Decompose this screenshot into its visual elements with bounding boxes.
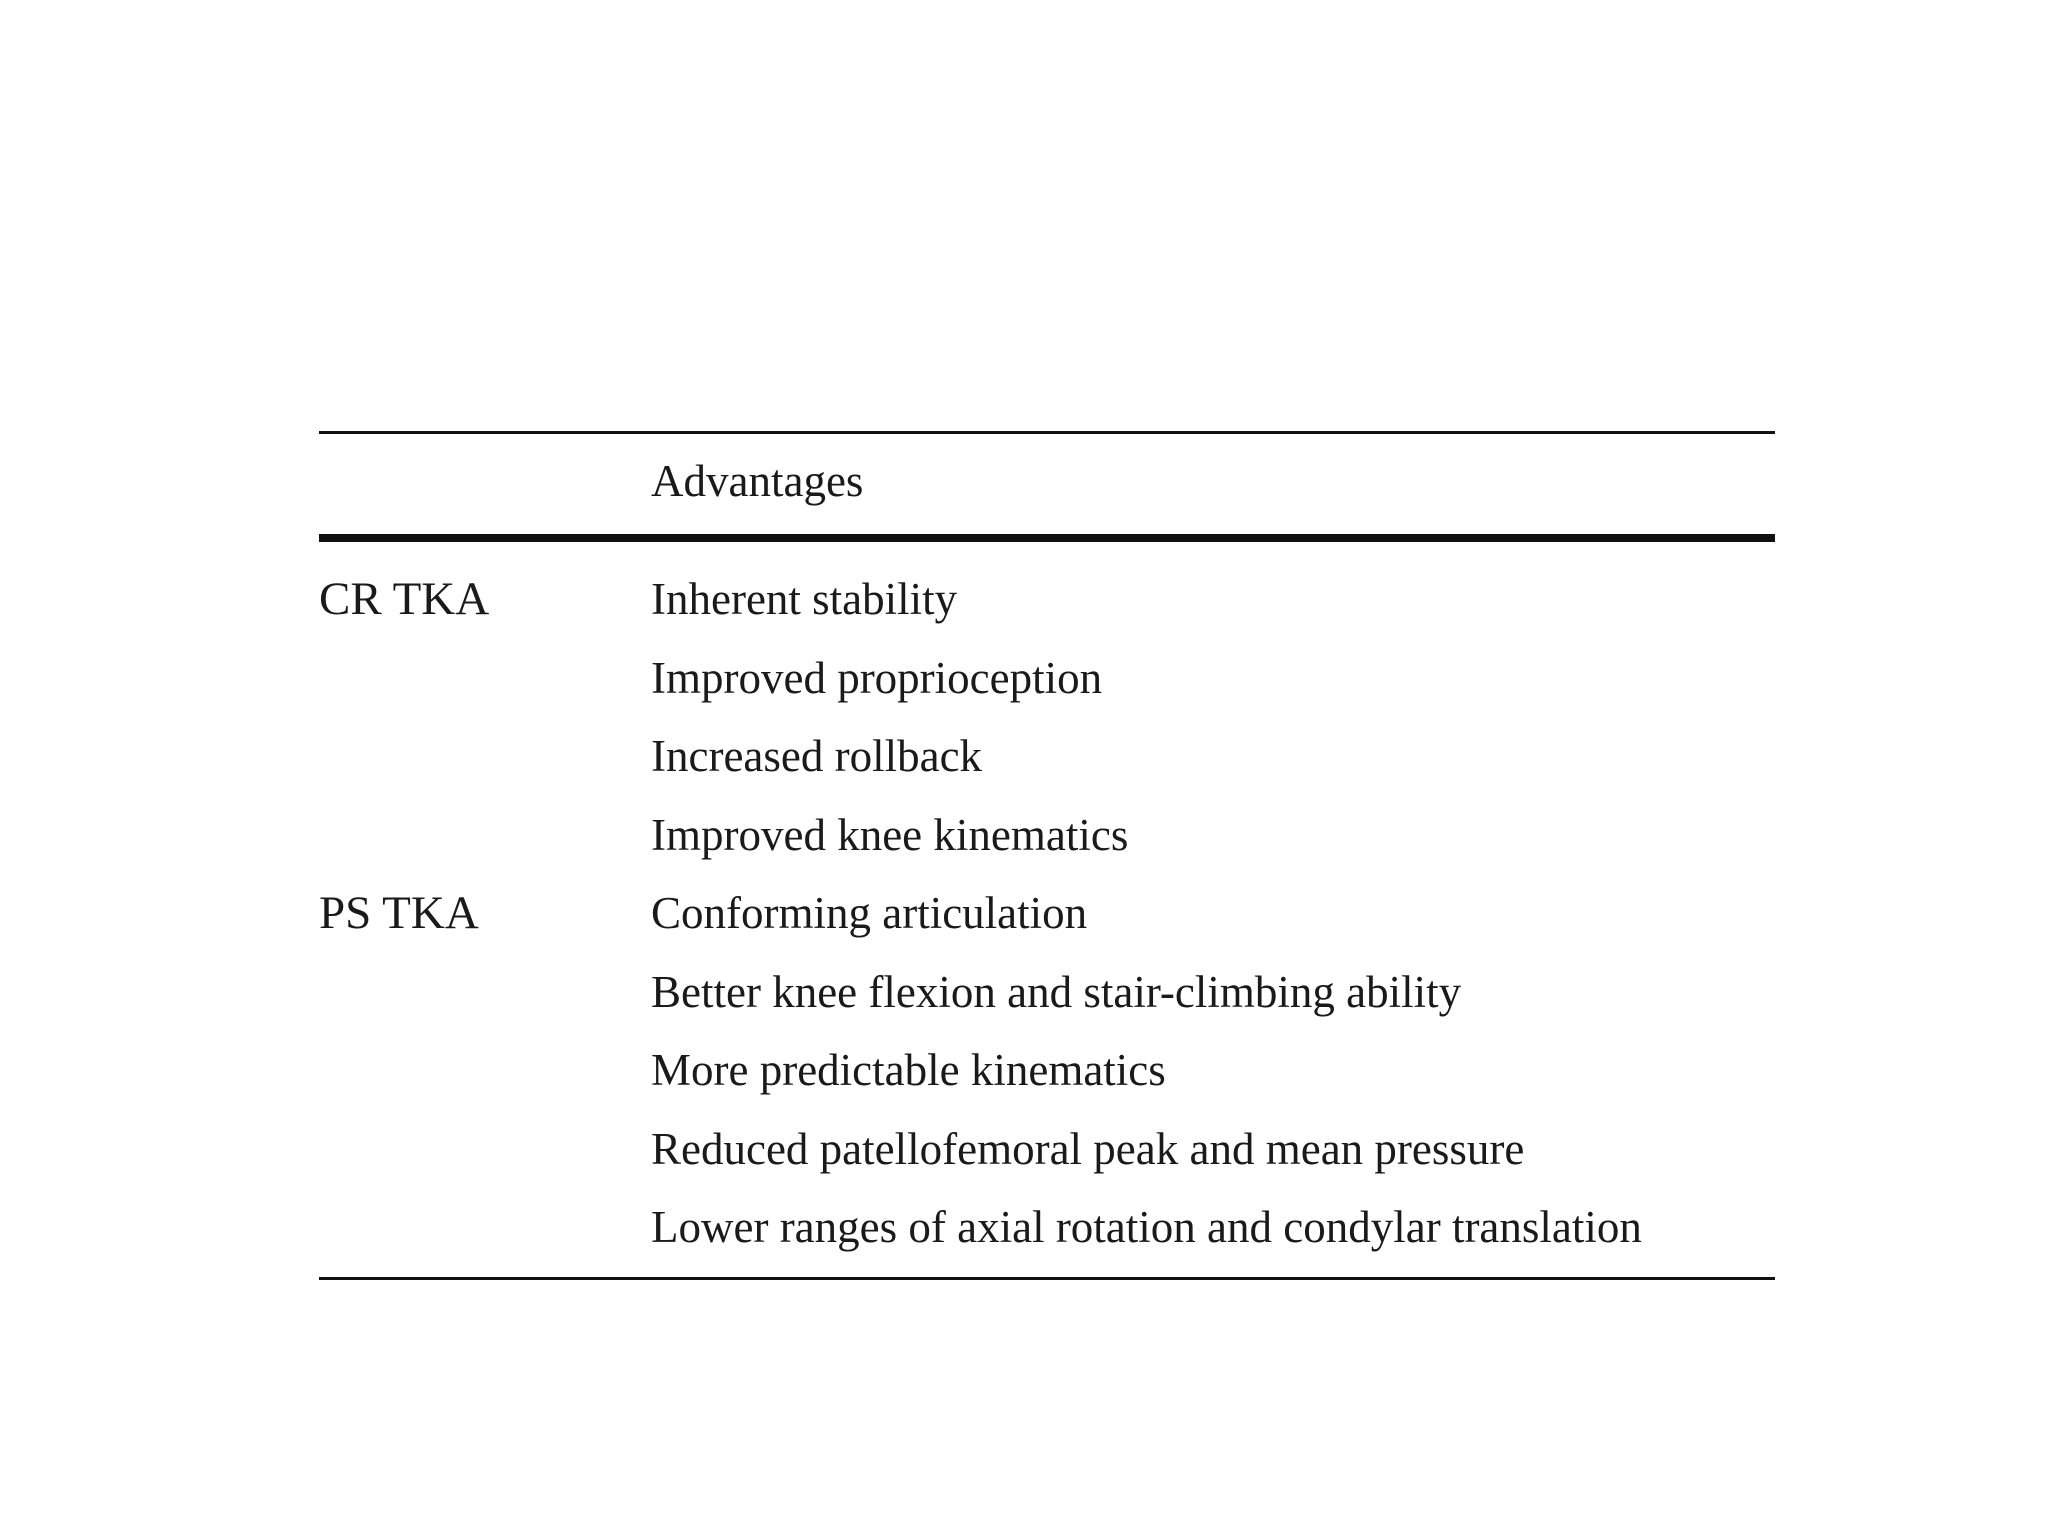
group-items (651, 560, 1775, 874)
advantages-table (319, 431, 1775, 1280)
table-row: More predictable kinematics (651, 1045, 1166, 1095)
table-header-row (319, 434, 1775, 534)
table-row: Conforming articulation (651, 888, 1088, 938)
table-row: Improved knee kinematics (651, 809, 1129, 860)
group-label: CR TKA (319, 573, 490, 625)
group-items (651, 874, 1775, 1267)
table-row: Lower ranges of axial rotation and condylar translation (651, 1202, 1642, 1252)
table-row: Better knee flexion and stair-climbing ability (651, 966, 1462, 1017)
table-row: Increased rollback (651, 731, 983, 781)
table-row: Improved proprioception (651, 652, 1103, 703)
table-bottom-rule (319, 1277, 1775, 1280)
table-row: Reduced patellofemoral peak and mean pressure (651, 1123, 1525, 1174)
table-row: Inherent stability (651, 574, 958, 624)
table-header-rule (319, 534, 1775, 542)
header-advantages-cell: Advantages (651, 455, 864, 506)
table-group-ps-tka (319, 874, 1775, 1267)
group-label: PS TKA (319, 887, 479, 939)
table-body (319, 542, 1775, 1277)
table-group-cr-tka (319, 560, 1775, 874)
